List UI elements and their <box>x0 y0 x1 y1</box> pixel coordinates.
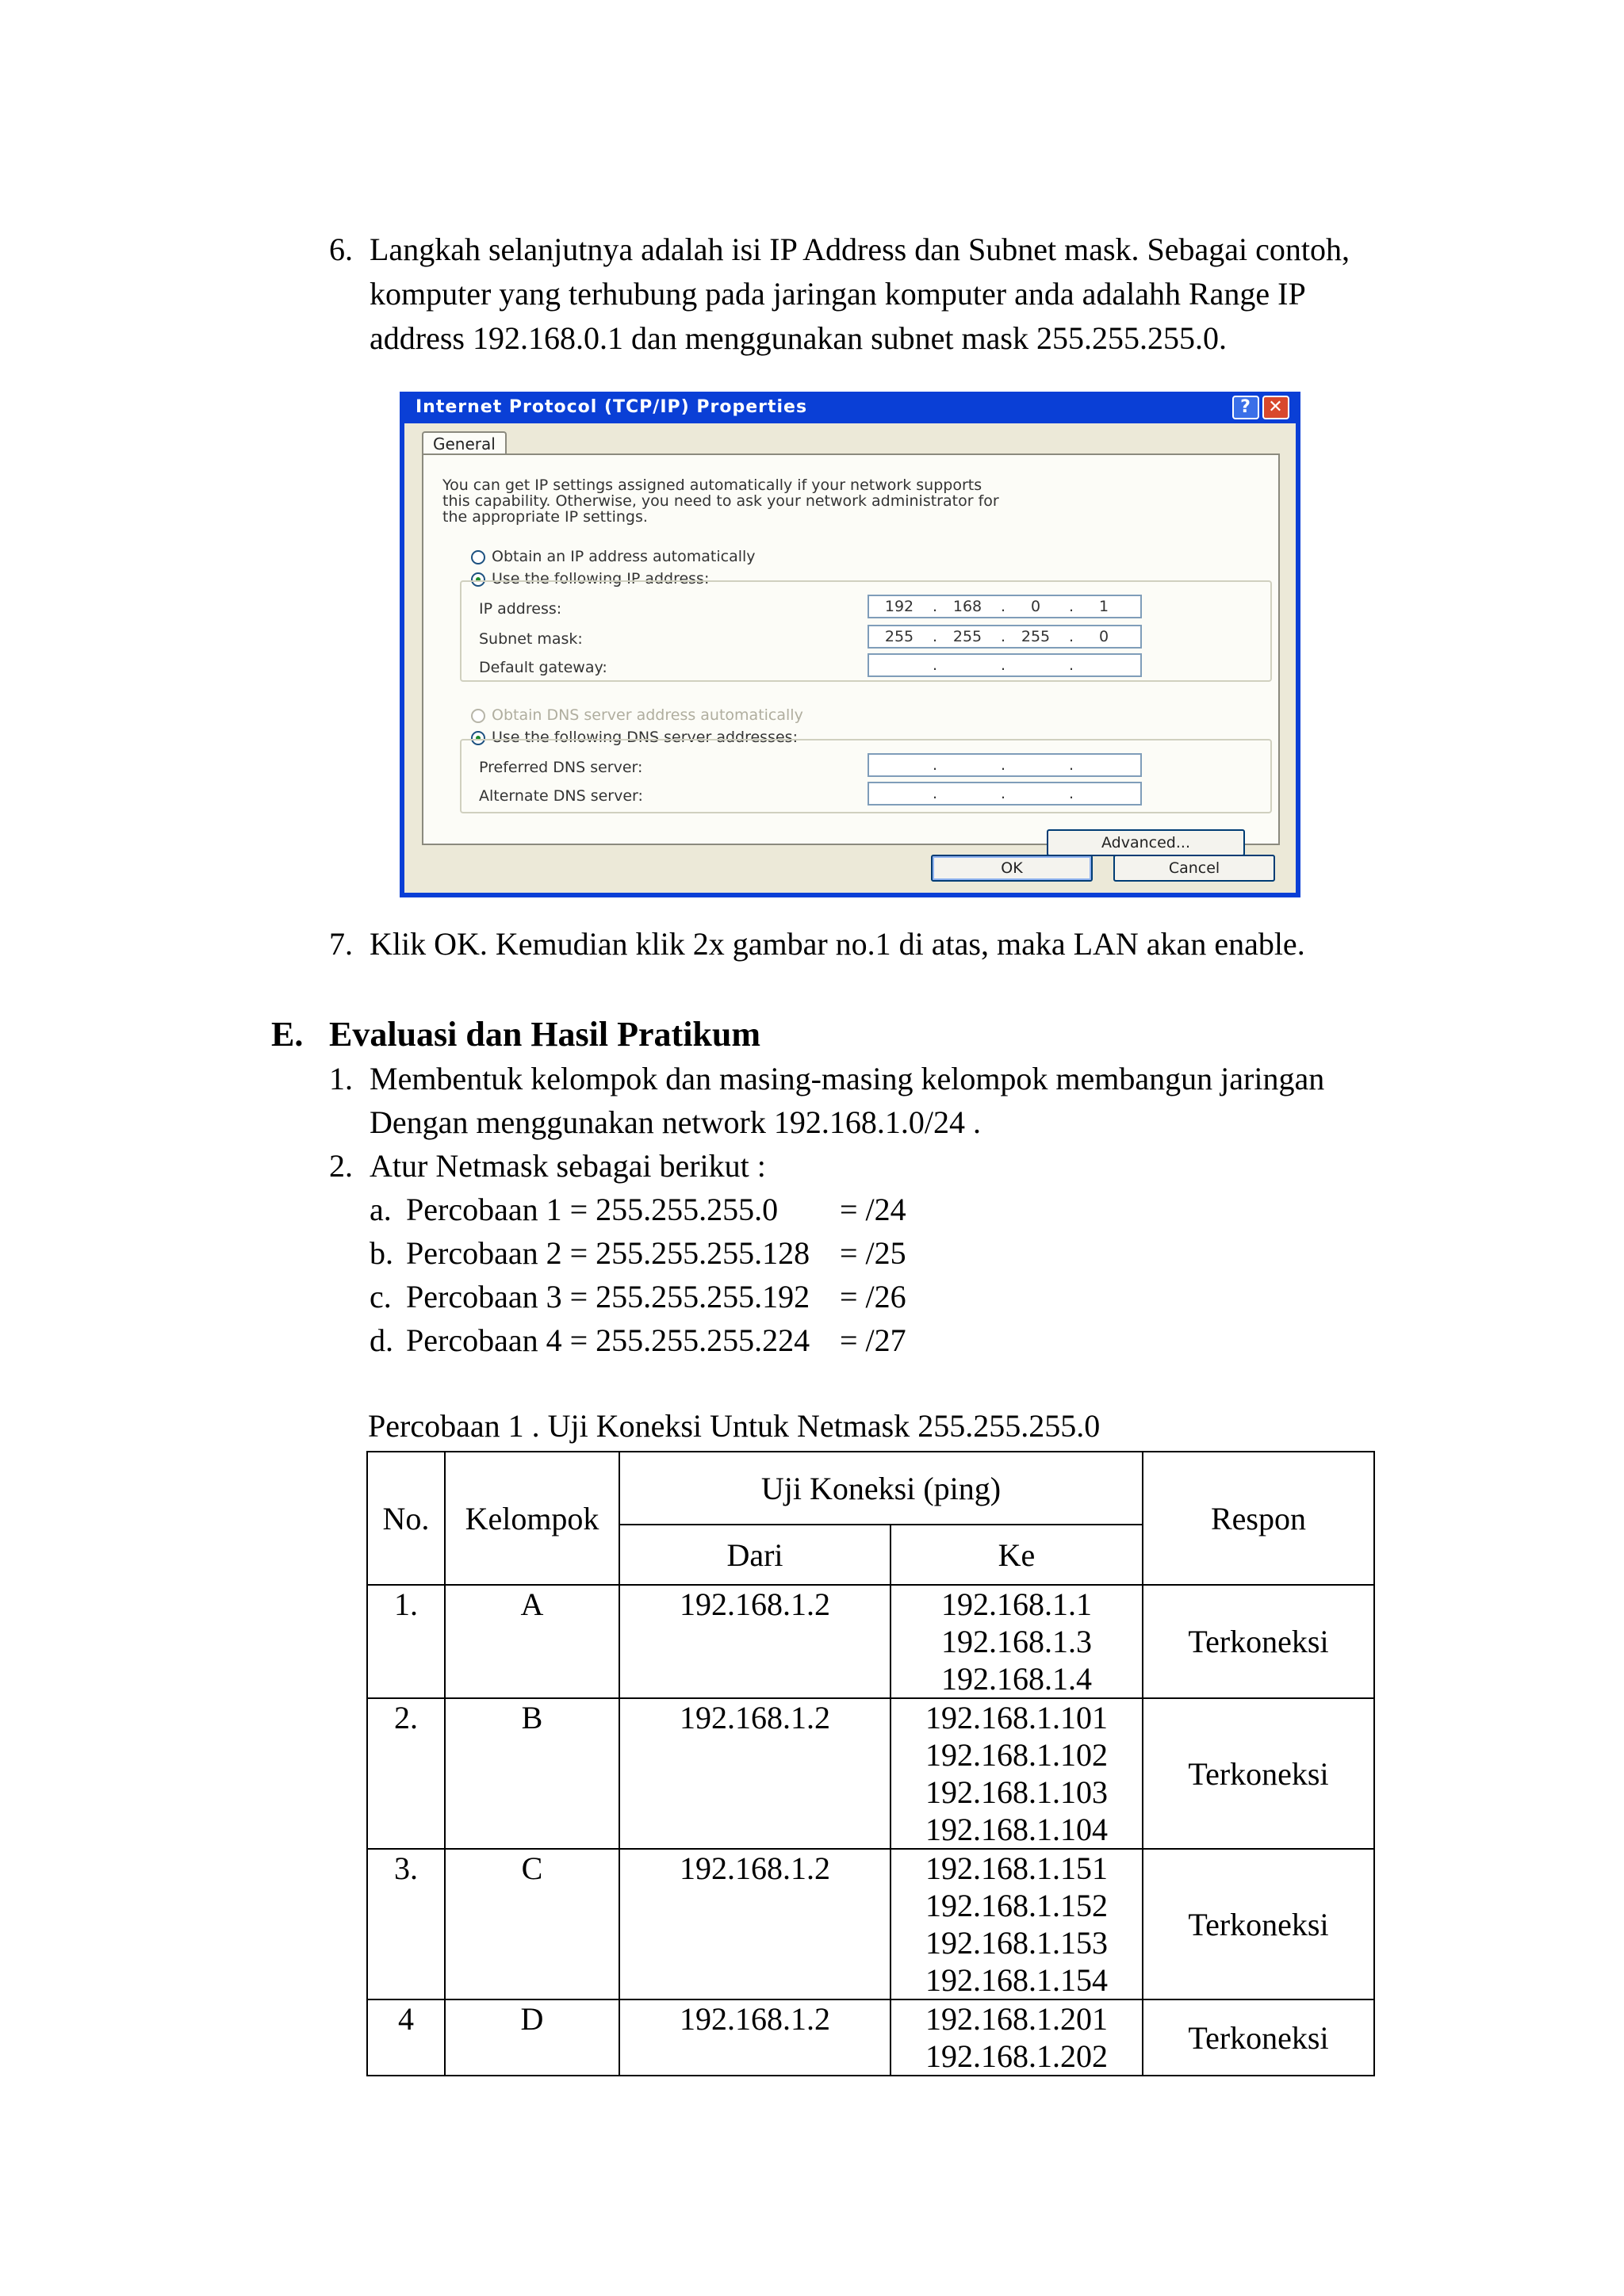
step-7-text: Klik OK. Kemudian klik 2x gambar no.1 di atas, maka LAN akan enable. <box>370 926 1305 962</box>
netmask-item-text: Percobaan 3 = 255.255.255.192 <box>406 1279 810 1314</box>
eval-step-1-number: 1. <box>329 1061 353 1096</box>
netmask-item-text: Percobaan 2 = 255.255.255.128 <box>406 1235 810 1271</box>
ke-address: 192.168.1.153 <box>925 1925 1108 1961</box>
cell-kelompok: B <box>445 1698 619 1849</box>
help-icon[interactable]: ? <box>1232 396 1259 419</box>
intro-line-1: You can get IP settings assigned automatically if your network supports <box>442 476 982 494</box>
netmask-item-prefix: = /26 <box>840 1279 906 1314</box>
radio-button-icon <box>471 709 485 723</box>
default-gateway-label: Default gateway: <box>479 659 607 676</box>
ke-address: 192.168.1.154 <box>925 1962 1108 1998</box>
netmask-item-text: Percobaan 1 = 255.255.255.0 <box>406 1192 779 1227</box>
tab-panel-general <box>422 453 1280 851</box>
netmask-item-prefix: = /24 <box>840 1192 906 1227</box>
header-ke: Ke <box>891 1525 1143 1585</box>
radio-auto-dns[interactable] <box>471 707 803 723</box>
step-7-number: 7. <box>329 926 353 962</box>
table-row <box>367 1999 1374 2076</box>
subnet-octet: 255 <box>952 628 982 645</box>
cell-dari: 192.168.1.2 <box>619 1585 891 1698</box>
step-6-line-1: Langkah selanjutnya adalah isi IP Address dan Subnet mask. Sebagai contoh, <box>370 232 1350 267</box>
ip-address-label: IP address: <box>479 600 562 618</box>
eval-step-2-number: 2. <box>329 1148 353 1184</box>
alternate-dns-input[interactable]: . . . <box>868 782 1142 806</box>
radio-button-icon <box>471 550 485 564</box>
eval-step-2-line-1: Atur Netmask sebagai berikut : <box>370 1148 766 1184</box>
radio-use-dns-label: Use the following DNS server addresses: <box>492 729 798 746</box>
cell-dari: 192.168.1.2 <box>619 1999 891 2076</box>
step-6-line-2: komputer yang terhubung pada jaringan komputer anda adalahh Range IP <box>370 276 1306 312</box>
close-icon[interactable]: ✕ <box>1262 396 1289 419</box>
header-no: No. <box>367 1452 445 1585</box>
ke-address: 192.168.1.151 <box>925 1850 1108 1886</box>
netmask-item-letter: b. <box>370 1235 393 1271</box>
netmask-item-letter: a. <box>370 1192 392 1227</box>
ip-octet: 168 <box>952 598 982 615</box>
eval-step-1-line-2: Dengan menggunakan network 192.168.1.0/24 . <box>370 1104 981 1140</box>
cell-kelompok: C <box>445 1849 619 1999</box>
preferred-dns-label: Preferred DNS server: <box>479 759 643 776</box>
cell-ke <box>891 1999 1143 2076</box>
netmask-item-letter: c. <box>370 1279 392 1314</box>
table-row <box>367 1585 1374 1698</box>
cell-kelompok: A <box>445 1585 619 1698</box>
preferred-dns-input[interactable]: . . . <box>868 753 1142 777</box>
cell-kelompok: D <box>445 1999 619 2076</box>
ke-address: 192.168.1.104 <box>925 1812 1108 1847</box>
netmask-item-prefix: = /27 <box>840 1322 906 1358</box>
radio-use-ip-label: Use the following IP address: <box>492 570 710 587</box>
cell-respon: Terkoneksi <box>1143 1849 1374 1999</box>
section-letter: E. <box>271 1015 304 1054</box>
table-row <box>367 1698 1374 1849</box>
dialog-titlebar <box>404 392 1296 423</box>
cell-no: 3. <box>367 1849 445 1999</box>
ke-address: 192.168.1.1 <box>941 1586 1092 1622</box>
ping-results-table <box>366 1451 1375 2076</box>
step-number: 6. <box>329 232 353 267</box>
cell-respon: Terkoneksi <box>1143 1585 1374 1698</box>
ke-address: 192.168.1.152 <box>925 1888 1108 1923</box>
radio-auto-ip-label: Obtain an IP address automatically <box>492 548 756 565</box>
ke-address: 192.168.1.101 <box>925 1700 1108 1735</box>
ke-address: 192.168.1.103 <box>925 1774 1108 1810</box>
intro-line-3: the appropriate IP settings. <box>442 508 648 526</box>
ke-address: 192.168.1.201 <box>925 2001 1108 2037</box>
dialog-body <box>404 423 1296 893</box>
ip-octet: 1 <box>1098 598 1109 615</box>
cancel-button[interactable]: Cancel <box>1113 855 1275 882</box>
netmask-item-letter: d. <box>370 1322 393 1358</box>
eval-step-1-line-1: Membentuk kelompok dan masing-masing kelompok membangun jaringan <box>370 1061 1325 1096</box>
header-uji-koneksi: Uji Koneksi (ping) <box>619 1452 1143 1525</box>
cell-ke <box>891 1698 1143 1849</box>
ip-octet: 0 <box>1030 598 1041 615</box>
subnet-mask-label: Subnet mask: <box>479 630 583 648</box>
radio-auto-ip[interactable] <box>471 549 756 564</box>
ke-address: 192.168.1.202 <box>925 2038 1108 2074</box>
ip-octet: 192 <box>884 598 914 615</box>
cell-ke <box>891 1585 1143 1698</box>
cell-no: 1. <box>367 1585 445 1698</box>
subnet-octet: 255 <box>1021 628 1051 645</box>
table-caption: Percobaan 1 . Uji Koneksi Untuk Netmask 255.255.255.0 <box>368 1408 1101 1444</box>
ke-address: 192.168.1.102 <box>925 1737 1108 1773</box>
table-row <box>367 1849 1374 1999</box>
step-6-line-3: address 192.168.0.1 dan menggunakan subnet mask 255.255.255.0. <box>370 320 1227 356</box>
netmask-item-prefix: = /25 <box>840 1235 906 1271</box>
cell-ke <box>891 1849 1143 1999</box>
header-kelompok: Kelompok <box>445 1452 619 1585</box>
ip-address-input[interactable]: 192 . 168 . 0 . 1 <box>868 595 1142 618</box>
ke-address: 192.168.1.4 <box>941 1661 1092 1697</box>
advanced-button[interactable]: Advanced... <box>1047 829 1245 856</box>
cell-respon: Terkoneksi <box>1143 1698 1374 1849</box>
netmask-item-text: Percobaan 4 = 255.255.255.224 <box>406 1322 810 1358</box>
cell-no: 4 <box>367 1999 445 2076</box>
subnet-mask-input[interactable]: 255 . 255 . 255 . 0 <box>868 625 1142 649</box>
dialog-title: Internet Protocol (TCP/IP) Properties <box>416 397 808 417</box>
default-gateway-input[interactable]: . . . <box>868 653 1142 677</box>
subnet-octet: 255 <box>884 628 914 645</box>
cell-no: 2. <box>367 1698 445 1849</box>
header-respon: Respon <box>1143 1452 1374 1585</box>
tcpip-properties-dialog <box>400 392 1300 897</box>
header-dari: Dari <box>619 1525 891 1585</box>
ke-address: 192.168.1.3 <box>941 1624 1092 1659</box>
intro-line-2: this capability. Otherwise, you need to ask your network administrator for <box>442 492 999 510</box>
subnet-octet: 0 <box>1098 628 1109 645</box>
section-title: Evaluasi dan Hasil Pratikum <box>329 1015 761 1054</box>
ok-button[interactable]: OK <box>931 855 1093 882</box>
cell-respon: Terkoneksi <box>1143 1999 1374 2076</box>
tab-general[interactable]: General <box>422 431 507 453</box>
cell-dari: 192.168.1.2 <box>619 1698 891 1849</box>
radio-auto-dns-label: Obtain DNS server address automatically <box>492 706 803 724</box>
cell-dari: 192.168.1.2 <box>619 1849 891 1999</box>
alternate-dns-label: Alternate DNS server: <box>479 787 643 805</box>
